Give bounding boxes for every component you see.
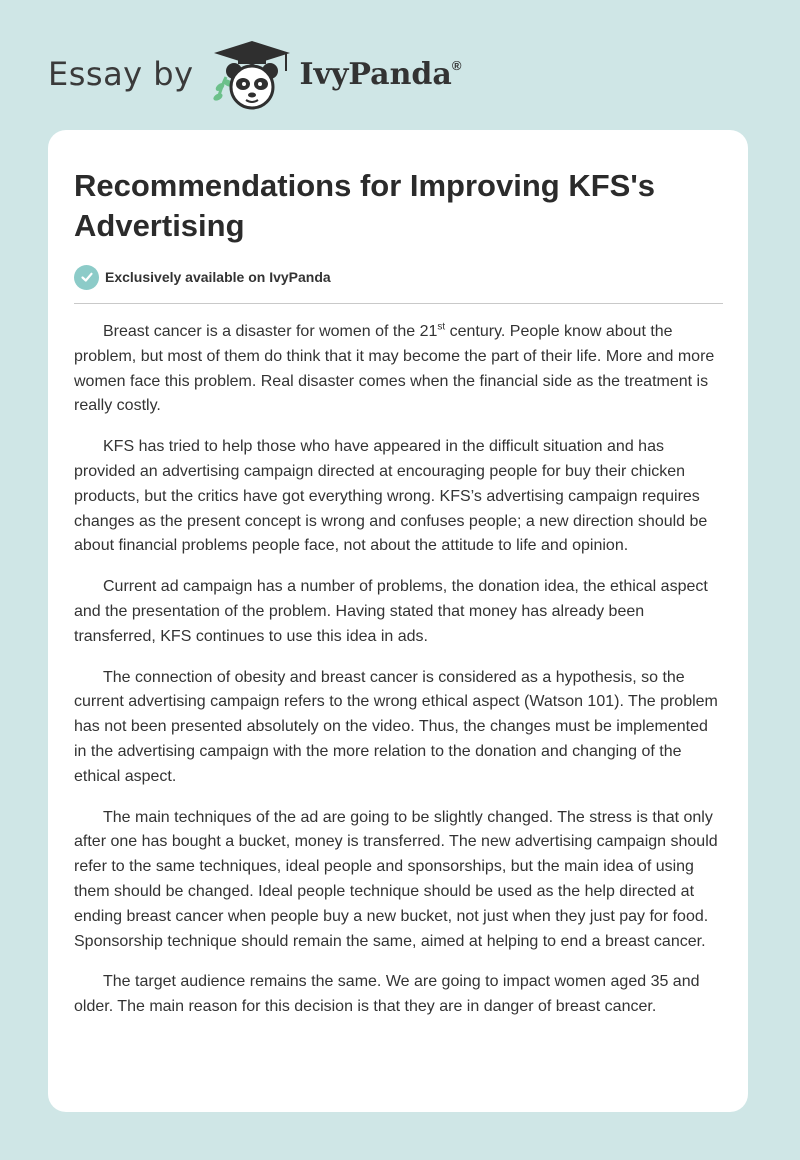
title-divider [74, 303, 723, 304]
paragraph: The main techniques of the ad are going to be slightly changed. The stress is that only after one has bought a bucket, money is transferred. The new advertising campaign should refer to the same techniques, ideal people and sponsorships, but the main idea of using them should be changed. Ideal people technique should be used as the help directed at ending breast cancer when people buy a new bucket, not just when they just pay for food. Sponsorship technique should remain the same, aimed at helping to end a breast cancer. [74, 808, 718, 950]
panda-graduate-logo-icon[interactable] [208, 37, 296, 111]
check-circle-icon [74, 265, 99, 290]
paragraph: Current ad campaign has a number of problems, the donation idea, the ethical aspect and the presentation of the problem. Having stated that money has already been transferred, KFS continues to use this idea in ads. [74, 578, 708, 645]
registered-mark: ® [451, 57, 462, 73]
paragraph: KFS has tried to help those who have appeared in the difficult situation and has provided an advertising campaign directed at encouraging people for buy their chicken products, but the critics have got everything wrong. KFS’s advertising campaign requires changes as the present concept is wrong and confuses people; a new direction should be about financial problems people face, not about the attitude to life and opinion. [74, 438, 708, 555]
essay-title: Recommendations for Improving KFS's Advertising [74, 168, 655, 243]
site-header [48, 34, 508, 114]
paragraph: Breast cancer is a disaster for women of the 21st century. People know about the problem, but most of them do think that it may become the part of their life. More and more women face this problem. Real disaster comes when the financial side as the treatment is really costly. [74, 321, 715, 415]
essay-by-label: Essay by [48, 55, 194, 93]
exclusive-badge [74, 264, 331, 290]
essay-card [48, 130, 748, 1112]
paragraph: The target audience remains the same. We are going to impact women aged 35 and older. The main reason for this decision is that they are in danger of breast cancer. [74, 973, 700, 1016]
essay-body [74, 320, 724, 1036]
brand-name[interactable]: IvyPanda® [299, 56, 462, 92]
paragraph: The connection of obesity and breast cancer is considered as a hypothesis, so the current advertising campaign refers to the wrong ethical aspect (Watson 101). The problem has not been presented absolutely on the video. Thus, the changes must be implemented in the advertising campaign with the more relation to the donation and changing of the ethical aspect. [74, 668, 718, 785]
exclusive-badge-label: Exclusively available on IvyPanda [105, 269, 331, 285]
